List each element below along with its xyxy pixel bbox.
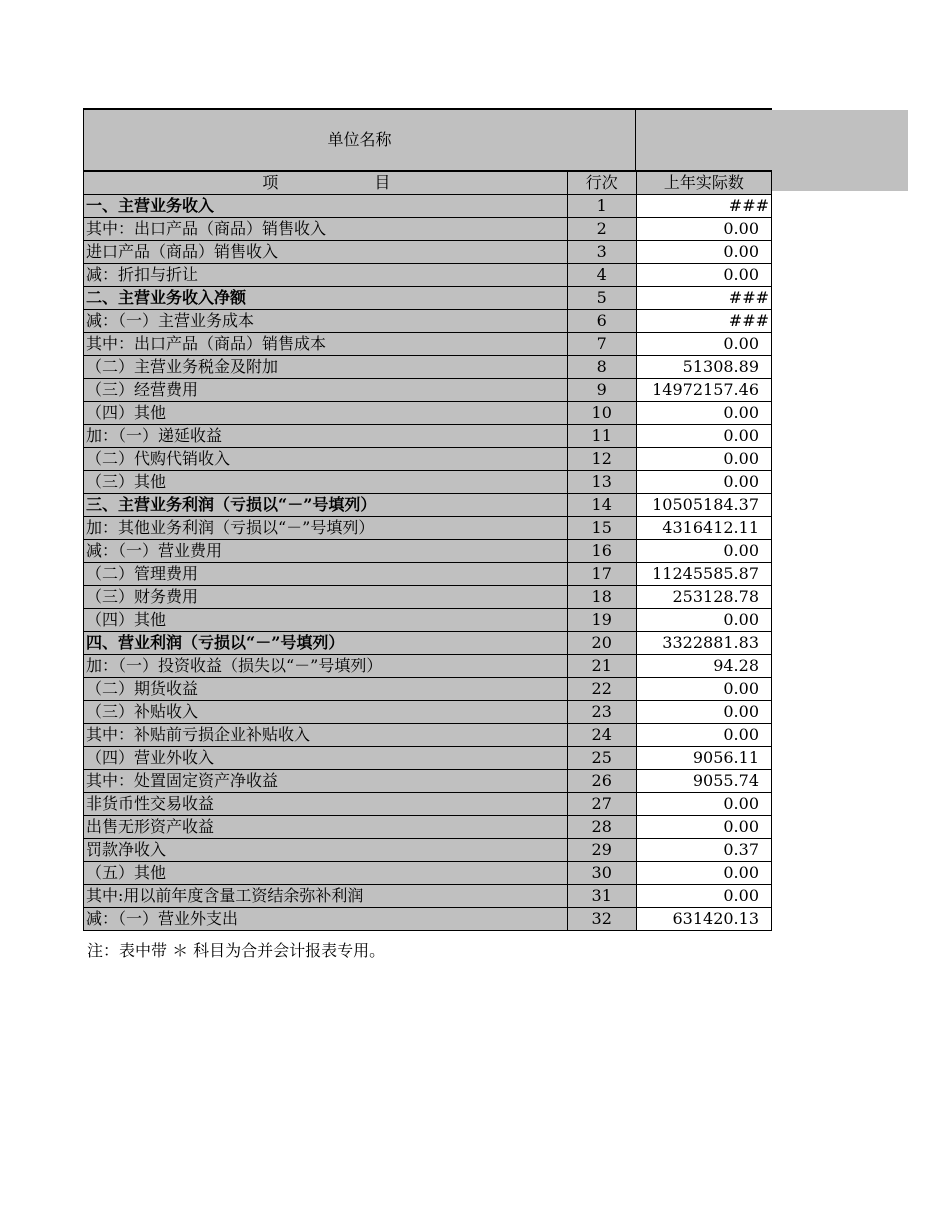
row-item: 非货币性交易收益 — [84, 793, 568, 816]
row-value-cell[interactable]: 9056.11 — [636, 747, 771, 770]
row-line-no: 17 — [567, 563, 636, 586]
table-row — [84, 517, 772, 540]
row-item: （四）其他 — [84, 609, 568, 632]
col-header-prior-year: 上年实际数 — [636, 172, 771, 195]
row-line-no: 5 — [567, 287, 636, 310]
row-item: （三）经营费用 — [84, 379, 568, 402]
table-row — [84, 655, 772, 678]
row-item: 出售无形资产收益 — [84, 816, 568, 839]
table-row — [84, 609, 772, 632]
table-row — [84, 448, 772, 471]
row-value-cell[interactable]: 0.00 — [636, 701, 771, 724]
row-item: （四）营业外收入 — [84, 747, 568, 770]
row-line-no: 28 — [567, 816, 636, 839]
table-row — [84, 862, 772, 885]
table-row — [84, 264, 772, 287]
table-row — [84, 793, 772, 816]
row-item: 减：（一）营业费用 — [84, 540, 568, 563]
row-line-no: 15 — [567, 517, 636, 540]
row-line-no: 30 — [567, 862, 636, 885]
table-row — [84, 218, 772, 241]
row-value-cell[interactable]: 0.00 — [636, 540, 771, 563]
row-value-cell[interactable]: 0.00 — [636, 724, 771, 747]
row-value-cell[interactable]: 10505184.37 — [636, 494, 771, 517]
row-item: 加：其他业务利润（亏损以“－”号填列） — [84, 517, 568, 540]
row-line-no: 11 — [567, 425, 636, 448]
row-item: 罚款净收入 — [84, 839, 568, 862]
row-line-no: 31 — [567, 885, 636, 908]
grey-header-block — [772, 110, 908, 191]
row-value-cell[interactable]: 0.00 — [636, 448, 771, 471]
row-value-cell[interactable]: 0.00 — [636, 862, 771, 885]
row-value-cell[interactable]: 0.00 — [636, 241, 771, 264]
row-value-cell[interactable]: 0.00 — [636, 678, 771, 701]
table-row — [84, 678, 772, 701]
row-item: 减：折扣与折让 — [84, 264, 568, 287]
row-value-cell[interactable]: 4316412.11 — [636, 517, 771, 540]
row-value-cell[interactable]: 0.37 — [636, 839, 771, 862]
row-line-no: 8 — [567, 356, 636, 379]
statement-table — [83, 171, 772, 931]
row-line-no: 7 — [567, 333, 636, 356]
table-row — [84, 632, 772, 655]
row-line-no: 2 — [567, 218, 636, 241]
row-value-cell[interactable]: 9055.74 — [636, 770, 771, 793]
row-value-cell[interactable]: 0.00 — [636, 885, 771, 908]
table-row — [84, 402, 772, 425]
row-line-no: 32 — [567, 908, 636, 931]
footnote: 注：表中带 ＊ 科目为合并会计报表专用。 — [87, 941, 386, 960]
row-value-cell[interactable]: 0.00 — [636, 471, 771, 494]
unit-name-label: 单位名称 — [84, 110, 636, 170]
row-value-cell[interactable]: ### — [636, 310, 771, 333]
row-value-cell[interactable]: 0.00 — [636, 218, 771, 241]
row-value-cell[interactable]: 51308.89 — [636, 356, 771, 379]
row-value-cell[interactable]: 253128.78 — [636, 586, 771, 609]
row-line-no: 4 — [567, 264, 636, 287]
table-row — [84, 839, 772, 862]
row-item: （二）管理费用 — [84, 563, 568, 586]
row-item: （三）其他 — [84, 471, 568, 494]
row-line-no: 22 — [567, 678, 636, 701]
income-statement-sheet — [83, 108, 772, 931]
row-item: （四）其他 — [84, 402, 568, 425]
table-row — [84, 770, 772, 793]
table-row — [84, 885, 772, 908]
row-value-cell[interactable]: 0.00 — [636, 609, 771, 632]
row-item: （五）其他 — [84, 862, 568, 885]
row-item: 进口产品（商品）销售收入 — [84, 241, 568, 264]
row-item: 其中:用以前年度含量工资结余弥补利润 — [84, 885, 568, 908]
table-row — [84, 195, 772, 218]
row-value-cell[interactable]: 0.00 — [636, 425, 771, 448]
row-line-no: 6 — [567, 310, 636, 333]
row-line-no: 27 — [567, 793, 636, 816]
row-value-cell[interactable]: 0.00 — [636, 816, 771, 839]
row-value-cell[interactable]: 0.00 — [636, 264, 771, 287]
row-item: （三）补贴收入 — [84, 701, 568, 724]
col-header-item: 项 目 — [84, 172, 568, 195]
table-row — [84, 379, 772, 402]
table-row — [84, 241, 772, 264]
row-item: 其中：补贴前亏损企业补贴收入 — [84, 724, 568, 747]
row-item: 三、主营业务利润（亏损以“－”号填列） — [84, 494, 568, 517]
row-item: 二、主营业务收入净额 — [84, 287, 568, 310]
row-item: 加：（一）递延收益 — [84, 425, 568, 448]
row-item: 其中：处置固定资产净收益 — [84, 770, 568, 793]
row-value-cell[interactable]: 0.00 — [636, 793, 771, 816]
table-row — [84, 563, 772, 586]
row-value-cell[interactable]: ### — [636, 195, 771, 218]
row-item: （二）代购代销收入 — [84, 448, 568, 471]
row-line-no: 25 — [567, 747, 636, 770]
row-line-no: 13 — [567, 471, 636, 494]
row-item: 加：（一）投资收益（损失以“－”号填列） — [84, 655, 568, 678]
row-line-no: 10 — [567, 402, 636, 425]
row-item: 一、主营业务收入 — [84, 195, 568, 218]
table-row — [84, 494, 772, 517]
table-row — [84, 586, 772, 609]
row-value-cell[interactable]: 11245585.87 — [636, 563, 771, 586]
unit-name-value-cell[interactable] — [636, 110, 772, 170]
col-header-line-no: 行次 — [567, 172, 636, 195]
row-line-no: 3 — [567, 241, 636, 264]
row-line-no: 21 — [567, 655, 636, 678]
row-line-no: 14 — [567, 494, 636, 517]
row-line-no: 12 — [567, 448, 636, 471]
row-item: 其中：出口产品（商品）销售收入 — [84, 218, 568, 241]
table-row — [84, 540, 772, 563]
row-line-no: 29 — [567, 839, 636, 862]
table-row — [84, 333, 772, 356]
row-line-no: 23 — [567, 701, 636, 724]
row-line-no: 19 — [567, 609, 636, 632]
table-row — [84, 724, 772, 747]
table-row — [84, 287, 772, 310]
row-value-cell[interactable]: 0.00 — [636, 402, 771, 425]
row-value-cell[interactable]: 0.00 — [636, 333, 771, 356]
table-row — [84, 425, 772, 448]
row-item: （二）期货收益 — [84, 678, 568, 701]
row-item: （三）财务费用 — [84, 586, 568, 609]
table-row — [84, 747, 772, 770]
row-line-no: 24 — [567, 724, 636, 747]
table-row — [84, 310, 772, 333]
row-line-no: 20 — [567, 632, 636, 655]
row-line-no: 9 — [567, 379, 636, 402]
row-line-no: 26 — [567, 770, 636, 793]
row-line-no: 18 — [567, 586, 636, 609]
row-line-no: 16 — [567, 540, 636, 563]
row-value-cell[interactable]: 631420.13 — [636, 908, 771, 931]
row-value-cell[interactable]: ### — [636, 287, 771, 310]
row-value-cell[interactable]: 14972157.46 — [636, 379, 771, 402]
row-item: 其中：出口产品（商品）销售成本 — [84, 333, 568, 356]
table-row — [84, 816, 772, 839]
table-row — [84, 908, 772, 931]
row-item: 减：（一）主营业务成本 — [84, 310, 568, 333]
table-row — [84, 701, 772, 724]
row-item: 减：（一）营业外支出 — [84, 908, 568, 931]
column-header-row — [84, 172, 772, 195]
table-row — [84, 356, 772, 379]
row-value-cell[interactable]: 3322881.83 — [636, 632, 771, 655]
row-line-no: 1 — [567, 195, 636, 218]
row-item: 四、营业利润（亏损以“－”号填列） — [84, 632, 568, 655]
row-value-cell[interactable]: 94.28 — [636, 655, 771, 678]
unit-name-header — [83, 108, 772, 171]
table-row — [84, 471, 772, 494]
row-item: （二）主营业务税金及附加 — [84, 356, 568, 379]
